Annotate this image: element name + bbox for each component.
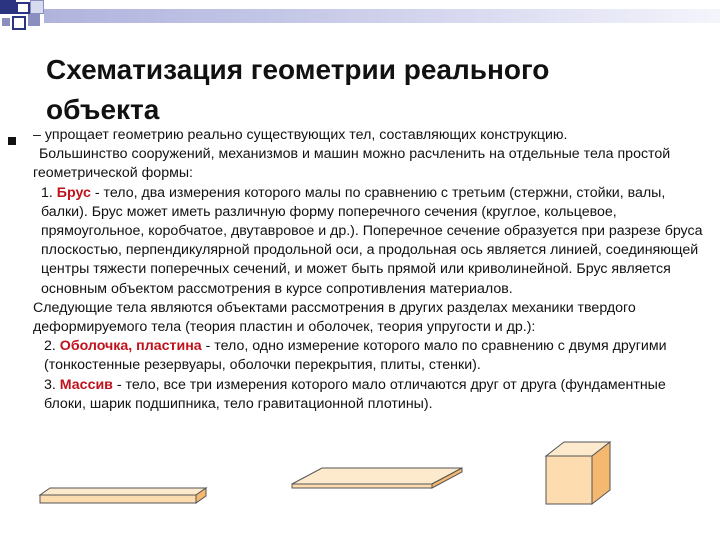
item-bar: [33, 184, 705, 299]
item-number: 3.: [44, 376, 56, 393]
term-massive: Массив: [59, 376, 113, 393]
intro-line: – упрощает геометрию реально существующих тел, составляющих конструкцию.: [33, 127, 568, 143]
item-shell-text: - тело, одно измерение которого мало по сравнению с двумя другими (тонкостенные резервуары, оболочки перекрытия, плиты, стенки).: [44, 338, 667, 374]
item-massive-text: - тело, все три измерения которого мало отличаются друг от друга (фундаментные блоки, шарик подшипника, тело гравитационной плотины).: [44, 376, 666, 412]
header-square-light-icon: [28, 14, 40, 26]
massive-cube-shape: [546, 442, 610, 504]
header-square-small-icon: [2, 18, 10, 26]
bar-shape: [40, 488, 206, 503]
term-bar: Брус: [56, 184, 91, 201]
item-number: 2.: [44, 338, 56, 355]
following-paragraph: Следующие тела являются объектами рассмотрения в других разделах механики твердого деформируемого тела (теория пластин и оболочек, теория упругости и др.):: [33, 299, 636, 336]
intro-text: Большинство сооружений, механизмов и машин можно расчленить на отдельные тела простой геометрической формы:: [33, 146, 671, 182]
item-massive: [33, 376, 705, 414]
header-square-outline-icon: [12, 16, 26, 30]
header-square-icon: [0, 0, 16, 14]
item-number: 1.: [41, 184, 53, 201]
header-square-light-icon: [30, 0, 44, 14]
slide-body: [33, 126, 705, 414]
header-square-outline-icon: [16, 2, 30, 14]
item-shell: [33, 337, 705, 375]
plate-shape: [292, 468, 462, 488]
intro-paragraph: [33, 145, 705, 183]
page-title: Схематизация геометрии реального объекта: [46, 54, 550, 125]
term-shell: Оболочка, пластина: [59, 338, 202, 355]
header-gradient-bar: [44, 9, 720, 23]
bullet-icon: [8, 137, 16, 145]
item-bar-text: - тело, два измерения которого малы по сравнению с третьим (стержни, стойки, валы, балки). Брус может иметь различную форму поперечного сечения (круглое, кольцевое, прямоугольное, коробчатое, двутавровое и др.). Поперечное сечение образуется при разрезе бруса плоскостью, перпендикулярной продольной оси, а продольная ось является линией, соединяющей центры тяжести поперечных сечений, и может быть прямой или криволинейной. Брус является основным объектом рассмотрения в курсе сопротивления материалов.: [41, 184, 703, 297]
illustrations: [0, 430, 720, 540]
